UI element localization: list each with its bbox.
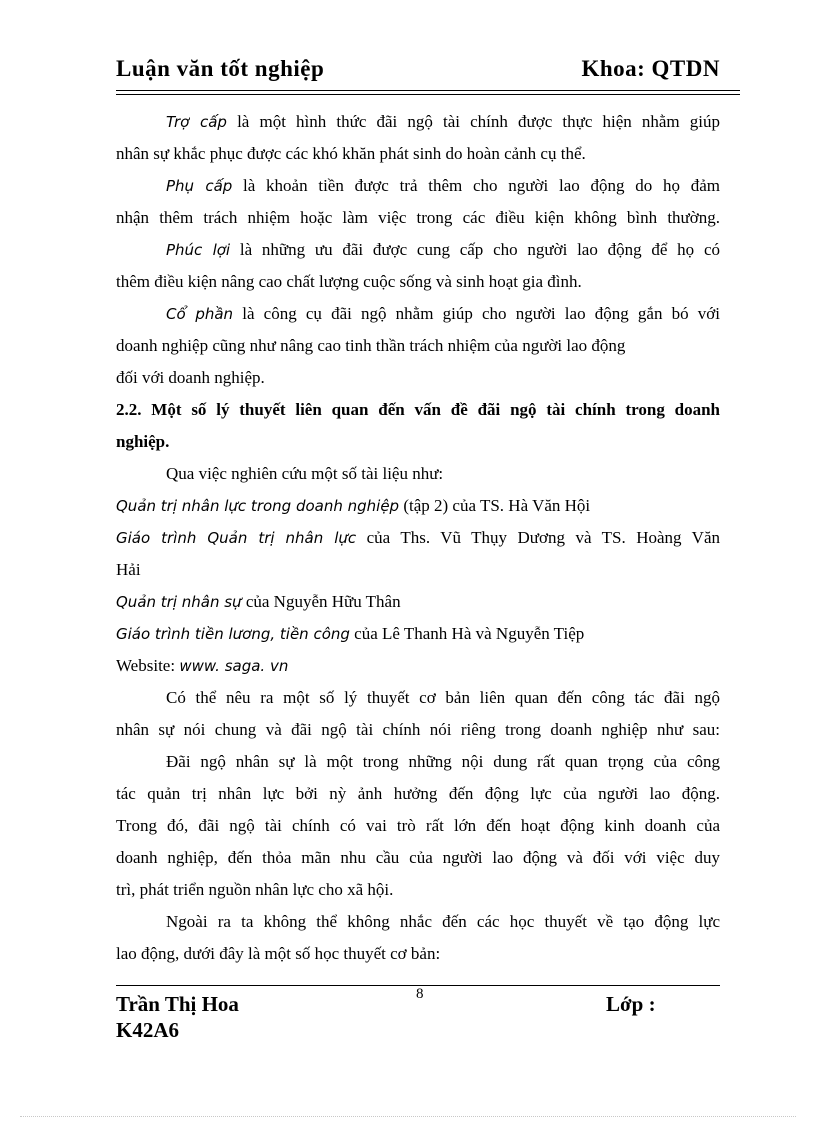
header-rule-thin: [116, 94, 740, 95]
website-label: Website:: [116, 656, 180, 675]
header-faculty: Khoa: QTDN: [581, 56, 720, 81]
refs-intro: Qua việc nghiên cứu một số tài liệu như:: [166, 464, 444, 483]
footer-author-name: Trần Thị Hoa: [116, 992, 239, 1016]
para-phuc-loi-line-2: thêm điều kiện nâng cao chất lượng cuộc sống và sinh hoạt gia đình.: [116, 272, 582, 291]
para-co-phan-line-1: [166, 304, 720, 324]
ref-title: Giáo trình tiền lương, tiền công: [116, 625, 350, 643]
para-tro-cap-line-1: [166, 112, 720, 132]
ref-author: của Lê Thanh Hà và Nguyễn Tiệp: [349, 624, 585, 643]
para-text: là công cụ đãi ngộ nhằm giúp cho người lao động gắn bó với: [233, 304, 720, 323]
body-p1-line-1: Có thể nêu ra một số lý thuyết cơ bản liên quan đến công tác đãi ngộ: [166, 688, 720, 707]
section-heading-line-1: 2.2. Một số lý thuyết liên quan đến vấn đề đãi ngộ tài chính trong doanh: [116, 400, 720, 419]
body-p2-line-4: doanh nghiệp, đến thỏa mãn nhu cầu của người lao động và đối với việc duy: [116, 848, 720, 867]
section-heading-line-2: nghiệp.: [116, 432, 170, 451]
ref-item: [116, 592, 720, 612]
term-co-phan: Cổ phần: [166, 305, 234, 323]
page-number: 8: [416, 986, 424, 1002]
ref-author: của Ths. Vũ Thụy Dương và TS. Hoàng Văn: [356, 528, 720, 547]
ref-author: của Nguyễn Hữu Thân: [241, 592, 401, 611]
para-tro-cap-line-2: nhân sự khắc phục được các khó khăn phát sinh do hoàn cảnh cụ thể.: [116, 144, 586, 163]
ref-item: [116, 528, 720, 548]
body-p2-line-1: Đãi ngộ nhân sự là một trong những nội dung rất quan trọng của công: [166, 752, 720, 771]
para-co-phan-line-3: đối với doanh nghiệp.: [116, 368, 265, 387]
term-phu-cap: Phụ cấp: [166, 177, 233, 195]
ref-item-continuation: Hải: [116, 560, 141, 579]
header-thesis-title: Luận văn tốt nghiệp: [116, 56, 325, 81]
page-edge-divider: [20, 1116, 796, 1117]
header-rule: [116, 90, 740, 91]
body-p2-line-3: Trong đó, đãi ngộ tài chính có vai trò rất lớn đến hoạt động kinh doanh của: [116, 816, 720, 835]
ref-title: Quản trị nhân lực trong doanh nghiệp: [116, 497, 400, 515]
footer-class-code: K42A6: [116, 1018, 179, 1042]
body-p1-line-2: nhân sự nói chung và đãi ngộ tài chính nói riêng trong doanh nghiệp như sau:: [116, 720, 720, 739]
body-p3-line-1: Ngoài ra ta không thể không nhắc đến các học thuyết về tạo động lực: [166, 912, 720, 931]
body-p2-line-2: tác quản trị nhân lực bởi nỳ ảnh hưởng đến động lực của người lao động.: [116, 784, 720, 803]
ref-author: (tập 2) của TS. Hà Văn Hội: [399, 496, 591, 515]
website-url: www. saga. vn: [179, 657, 289, 675]
para-phuc-loi-line-1: [166, 240, 720, 260]
ref-title: Quản trị nhân sự: [116, 593, 242, 611]
footer-class-label: Lớp :: [606, 992, 656, 1016]
para-text: là khoản tiền được trả thêm cho người lao động do họ đảm: [232, 176, 720, 195]
para-text: là một hình thức đãi ngộ tài chính được thực hiện nhằm giúp: [226, 112, 720, 131]
term-tro-cap: Trợ cấp: [166, 113, 227, 131]
para-co-phan-line-2: doanh nghiệp cũng như nâng cao tinh thần trách nhiệm của người lao động: [116, 336, 626, 355]
para-text: là những ưu đãi được cung cấp cho người lao động để họ có: [230, 240, 720, 259]
ref-item: [116, 496, 720, 516]
term-phuc-loi: Phúc lợi: [166, 241, 231, 259]
ref-item: [116, 624, 720, 644]
page-header: [116, 56, 720, 86]
para-phu-cap-line-2: nhận thêm trách nhiệm hoặc làm việc trong các điều kiện không bình thường.: [116, 208, 720, 227]
body-p2-line-5: trì, phát triển nguồn nhân lực cho xã hội.: [116, 880, 394, 899]
ref-website: [116, 656, 720, 676]
body-p3-line-2: lao động, dưới đây là một số học thuyết cơ bản:: [116, 944, 441, 963]
ref-title: Giáo trình Quản trị nhân lực: [116, 529, 357, 547]
para-phu-cap-line-1: [166, 176, 720, 196]
